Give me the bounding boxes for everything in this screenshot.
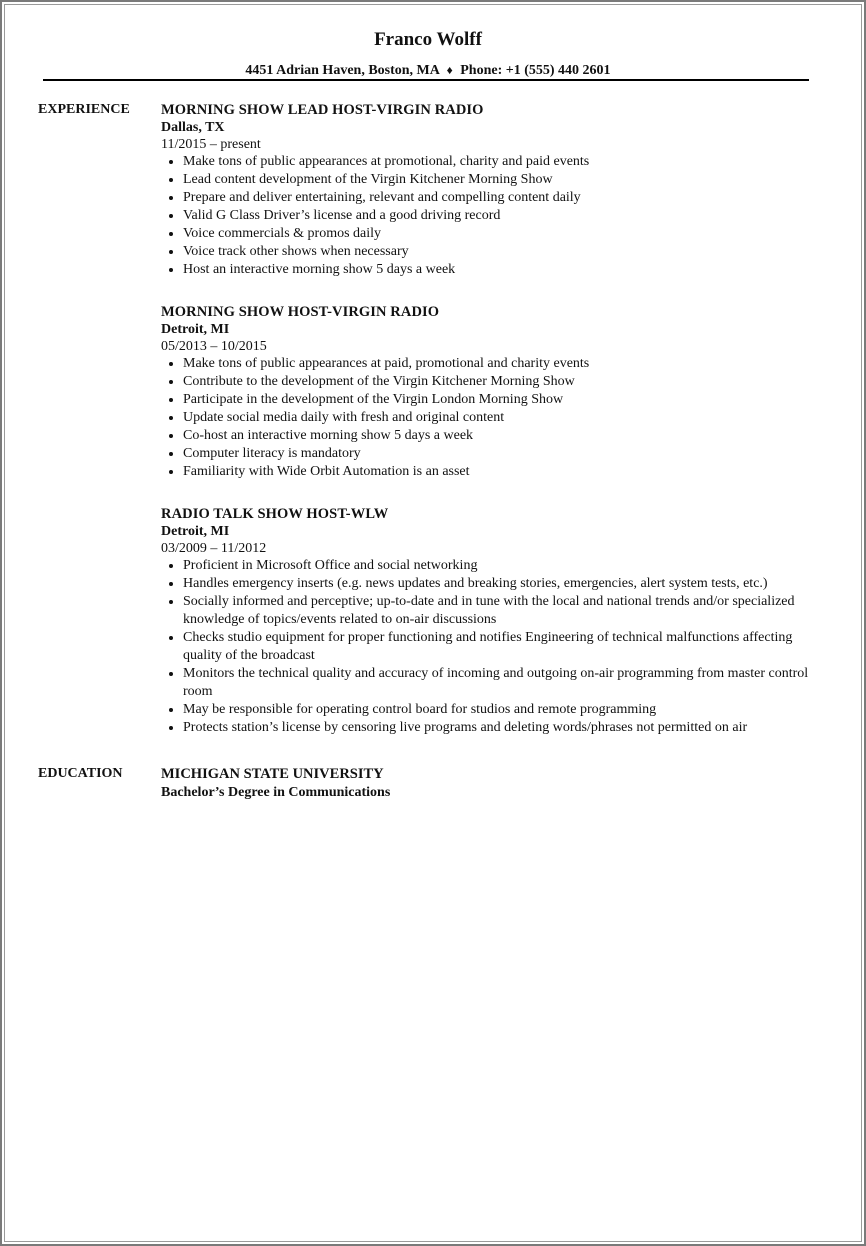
header-divider (43, 79, 809, 81)
bullet-item: Socially informed and perceptive; up-to-date and in tune with the local and national trends and/or specialized knowledge of topics/events related to on-air discussions (161, 593, 821, 629)
job-location: Detroit, MI (161, 322, 230, 337)
bullet-icon (169, 672, 173, 676)
bullet-icon (169, 380, 173, 384)
diamond-separator-icon: ♦ (446, 63, 453, 77)
bullet-icon (169, 470, 173, 474)
job-title: MORNING SHOW LEAD HOST-VIRGIN RADIO (161, 102, 484, 118)
bullet-item: May be responsible for operating control board for studios and remote programming (161, 701, 821, 719)
bullet-item: Voice commercials & promos daily (161, 225, 821, 243)
bullet-icon (169, 708, 173, 712)
bullet-icon (169, 214, 173, 218)
section-label-experience: EXPERIENCE (38, 102, 130, 117)
job-entry (161, 101, 821, 279)
job-dates: 11/2015 – present (161, 137, 261, 152)
bullet-icon (169, 636, 173, 640)
bullet-item: Participate in the development of the Virgin London Morning Show (161, 391, 821, 409)
bullet-item: Checks studio equipment for proper functioning and notifies Engineering of technical malfunctions affecting quality of the broadcast (161, 629, 821, 665)
bullet-icon (169, 434, 173, 438)
phone: Phone: +1 (555) 440 2601 (460, 63, 611, 78)
bullet-item: Lead content development of the Virgin Kitchener Morning Show (161, 171, 821, 189)
address: 4451 Adrian Haven, Boston, MA (245, 63, 440, 78)
bullet-item: Make tons of public appearances at paid, promotional and charity events (161, 355, 821, 373)
bullet-icon (169, 564, 173, 568)
bullet-item: Familiarity with Wide Orbit Automation is an asset (161, 463, 821, 481)
job-title: MORNING SHOW HOST-VIRGIN RADIO (161, 304, 440, 320)
bullet-item: Contribute to the development of the Virgin Kitchener Morning Show (161, 373, 821, 391)
bullet-icon (169, 362, 173, 366)
bullet-item: Proficient in Microsoft Office and social networking (161, 557, 821, 575)
experience-section (161, 101, 821, 761)
bullet-item: Prepare and deliver entertaining, relevant and compelling content daily (161, 189, 821, 207)
bullet-icon (169, 452, 173, 456)
bullet-icon (169, 232, 173, 236)
bullet-icon (169, 600, 173, 604)
job-title: RADIO TALK SHOW HOST-WLW (161, 506, 389, 522)
bullet-item: Protects station’s license by censoring live programs and deleting words/phrases not permitted on air (161, 719, 821, 737)
candidate-name: Franco Wolff (374, 29, 482, 50)
bullet-item: Handles emergency inserts (e.g. news updates and breaking stories, emergencies, alert system tests, etc.) (161, 575, 821, 593)
bullet-icon (169, 582, 173, 586)
bullet-item: Make tons of public appearances at promotional, charity and paid events (161, 153, 821, 171)
bullet-icon (169, 250, 173, 254)
job-bullets (161, 355, 821, 481)
contact-line (0, 61, 856, 80)
education-section (161, 765, 821, 802)
bullet-item: Host an interactive morning show 5 days a week (161, 261, 821, 279)
bullet-icon (169, 196, 173, 200)
job-entry (161, 303, 821, 481)
job-bullets (161, 153, 821, 279)
bullet-item: Computer literacy is mandatory (161, 445, 821, 463)
bullet-icon (169, 416, 173, 420)
bullet-item: Voice track other shows when necessary (161, 243, 821, 261)
job-location: Dallas, TX (161, 120, 225, 135)
bullet-item: Valid G Class Driver’s license and a good driving record (161, 207, 821, 225)
section-label-education: EDUCATION (38, 766, 123, 781)
bullet-item: Co-host an interactive morning show 5 days a week (161, 427, 821, 445)
bullet-icon (169, 726, 173, 730)
job-bullets (161, 557, 821, 737)
degree: Bachelor’s Degree in Communications (161, 785, 391, 800)
bullet-icon (169, 178, 173, 182)
job-dates: 03/2009 – 11/2012 (161, 541, 267, 556)
job-location: Detroit, MI (161, 524, 230, 539)
school-name: MICHIGAN STATE UNIVERSITY (161, 766, 384, 782)
bullet-icon (169, 398, 173, 402)
job-entry (161, 505, 821, 737)
job-dates: 05/2013 – 10/2015 (161, 339, 267, 354)
bullet-icon (169, 160, 173, 164)
bullet-item: Update social media daily with fresh and original content (161, 409, 821, 427)
bullet-item: Monitors the technical quality and accuracy of incoming and outgoing on-air programming from master control room (161, 665, 821, 701)
bullet-icon (169, 268, 173, 272)
